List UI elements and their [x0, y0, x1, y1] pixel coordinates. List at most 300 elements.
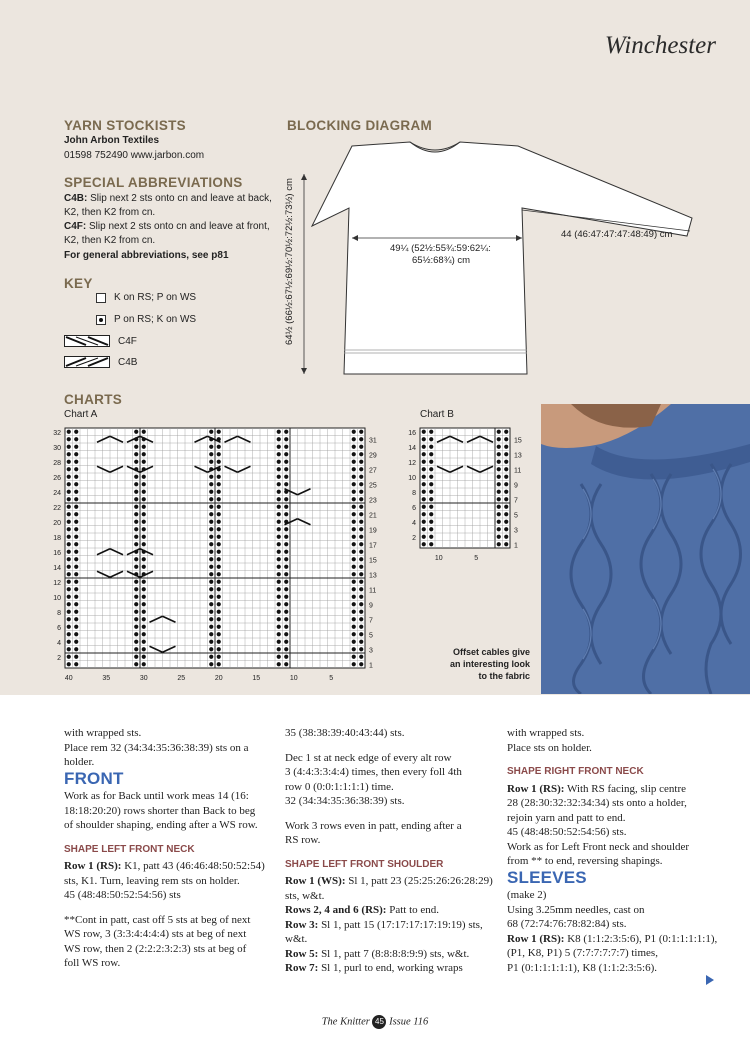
text-line: 35 (38:38:39:40:43:44) sts.: [285, 727, 405, 739]
c4f-cable-icon: [64, 335, 110, 347]
purl-dot: [134, 505, 138, 509]
purl-dot: [217, 550, 221, 554]
purl-dot: [217, 482, 221, 486]
row-number-label: 3: [514, 527, 518, 535]
purl-dot: [209, 602, 213, 606]
row-number-label: 11: [369, 587, 377, 595]
purl-dot: [217, 610, 221, 614]
purl-dot: [352, 467, 356, 471]
purl-dot: [209, 617, 213, 621]
purl-dot: [504, 460, 508, 464]
purl-dot: [74, 617, 78, 621]
row-number-label: 11: [514, 467, 522, 475]
row-number-label: 15: [369, 557, 377, 565]
row-number-label: 5: [514, 512, 518, 520]
purl-dot: [422, 467, 426, 471]
purl-dot: [134, 655, 138, 659]
purl-dot: [74, 595, 78, 599]
purl-dot: [504, 445, 508, 449]
purl-dot: [217, 647, 221, 651]
purl-dot: [429, 497, 433, 501]
purl-dot: [209, 497, 213, 501]
purl-dot: [74, 550, 78, 554]
purl-dot: [284, 655, 288, 659]
purl-dot: [277, 655, 281, 659]
row-number-label: 32: [53, 429, 61, 437]
purl-dot: [74, 640, 78, 644]
purl-dot: [209, 610, 213, 614]
width-line-2: 65½:68¾) cm: [412, 255, 471, 266]
purl-dot: [134, 617, 138, 621]
purl-dot: [352, 550, 356, 554]
purl-dot: [277, 595, 281, 599]
purl-dot: [284, 452, 288, 456]
purl-dot: [497, 542, 501, 546]
purl-dot: [504, 520, 508, 524]
c4b-text-2: K2, then K2 from cn.: [64, 207, 156, 218]
text-line: Work 3 rows even in patt, ending after a: [285, 819, 462, 832]
purl-dot: [134, 512, 138, 516]
row-number-label: 14: [408, 444, 416, 452]
purl-dot: [352, 602, 356, 606]
purl-dot: [134, 535, 138, 539]
purl-dot: [67, 460, 71, 464]
purl-dot: [67, 475, 71, 479]
yarn-stockists-heading: YARN STOCKISTS: [64, 118, 186, 133]
purl-dot: [497, 445, 501, 449]
row-number-label: 1: [369, 662, 373, 670]
purl-dot: [134, 557, 138, 561]
purl-dot: [217, 542, 221, 546]
purl-dot: [67, 655, 71, 659]
row-number-label: 20: [53, 519, 61, 527]
c4b-text: Slip next 2 sts onto cn and leave at back,: [87, 193, 272, 204]
row-number-label: 19: [369, 527, 377, 535]
purl-dot: [504, 505, 508, 509]
purl-dot: [429, 512, 433, 516]
purl-dot: [422, 520, 426, 524]
text-line: **Cont in patt, cast off 5 sts at beg of next: [64, 913, 251, 926]
row-label: Row 1 (RS):: [64, 860, 122, 872]
purl-dot: [74, 610, 78, 614]
purl-dot: [429, 505, 433, 509]
purl-dot: [67, 572, 71, 576]
purl-dot: [209, 640, 213, 644]
purl-dot: [142, 647, 146, 651]
purl-dot: [352, 430, 356, 434]
purl-dot: [134, 527, 138, 531]
purl-dot: [67, 662, 71, 666]
key-item-purl: [96, 314, 196, 325]
text-line: Using 3.25mm needles, cast on: [507, 903, 645, 916]
purl-dot: [284, 527, 288, 531]
purl-dot: [67, 542, 71, 546]
purl-dot: [352, 460, 356, 464]
purl-dot: [504, 497, 508, 501]
purl-dot: [67, 580, 71, 584]
key-label: P on RS; K on WS: [114, 314, 197, 325]
purl-dot: [284, 617, 288, 621]
purl-dot: [217, 587, 221, 591]
purl-dot: [359, 475, 363, 479]
cable-knit-photo-illustration: [541, 404, 750, 694]
purl-dot: [352, 662, 356, 666]
purl-dot: [359, 437, 363, 441]
text-line: sts, K1. Turn, leaving rem sts on holder.: [64, 874, 240, 887]
purl-dot: [429, 437, 433, 441]
purl-dot: [277, 452, 281, 456]
row-number-label: 8: [412, 489, 416, 497]
purl-dot: [359, 610, 363, 614]
purl-dot: [134, 460, 138, 464]
purl-dot: [142, 617, 146, 621]
purl-dot: [284, 640, 288, 644]
row-number-label: 28: [53, 459, 61, 467]
text-line: 18:18:20:20) rows shorter than Back to beg: [64, 804, 256, 817]
purl-dot: [142, 625, 146, 629]
purl-dot: [134, 482, 138, 486]
blocking-diagram: [282, 136, 722, 380]
purl-dot: [217, 580, 221, 584]
purl-dot: [142, 632, 146, 636]
purl-dot: [497, 512, 501, 516]
purl-dot: [422, 490, 426, 494]
spacer: [285, 741, 500, 751]
purl-dot: [284, 632, 288, 636]
purl-dot: [504, 475, 508, 479]
magazine-name: The Knitter: [321, 1016, 370, 1028]
purl-dot: [74, 602, 78, 606]
purl-dot: [359, 580, 363, 584]
purl-dot: [359, 490, 363, 494]
purl-dot: [422, 512, 426, 516]
purl-dot: [284, 430, 288, 434]
purl-dot: [217, 655, 221, 659]
purl-dot: [134, 625, 138, 629]
column-number-label: 10: [289, 675, 298, 682]
text-line: [285, 961, 500, 976]
purl-dot: [352, 520, 356, 524]
purl-dot: [497, 482, 501, 486]
purl-dot: [74, 587, 78, 591]
column-number-label: 5: [329, 675, 334, 682]
row-number-label: 7: [514, 497, 518, 505]
front-heading: FRONT: [64, 768, 124, 788]
page-title: Winchester: [604, 32, 716, 59]
purl-dot: [134, 565, 138, 569]
purl-dot: [497, 430, 501, 434]
purl-dot: [504, 490, 508, 494]
purl-dot: [67, 632, 71, 636]
purl-dot: [284, 550, 288, 554]
purl-dot: [429, 482, 433, 486]
row-text: Sl 1, purl to end, working wraps: [318, 962, 463, 974]
column-number-label: 40: [64, 675, 73, 682]
purl-dot: [209, 452, 213, 456]
purl-dot: [284, 557, 288, 561]
purl-dot: [284, 497, 288, 501]
purl-dot: [67, 640, 71, 644]
purl-dot: [74, 580, 78, 584]
row-number-label: 2: [412, 534, 416, 542]
purl-dot: [429, 445, 433, 449]
purl-dot: [67, 625, 71, 629]
purl-dot: [359, 565, 363, 569]
purl-dot: [67, 437, 71, 441]
photo-caption: [420, 646, 530, 682]
purl-dot: [277, 550, 281, 554]
purl-dot: [422, 460, 426, 464]
purl-dot: [422, 445, 426, 449]
purl-dot: [67, 497, 71, 501]
purl-dot: [142, 542, 146, 546]
purl-dot: [74, 520, 78, 524]
purl-dot: [217, 475, 221, 479]
length-measurement: 64½ (66½:67½:69½:70½:72½:73½) cm: [284, 178, 295, 345]
purl-dot: [504, 542, 508, 546]
purl-dot: [359, 520, 363, 524]
purl-dot: [277, 572, 281, 576]
c4b-term: C4B:: [64, 193, 88, 204]
purl-dot: [217, 520, 221, 524]
purl-dot: [352, 557, 356, 561]
purl-dot: [352, 437, 356, 441]
purl-dot: [277, 467, 281, 471]
text-line: w&t.: [285, 933, 308, 945]
purl-dot: [67, 565, 71, 569]
purl-dot: [217, 625, 221, 629]
charts-heading: CHARTS: [64, 392, 123, 407]
text-line: Work as for Back until work meas 14 (16:: [64, 790, 249, 802]
text-line: [507, 782, 722, 797]
text-line: 68 (72:74:76:78:82:84) sts.: [507, 918, 627, 930]
purl-dot: [352, 505, 356, 509]
purl-dot: [429, 430, 433, 434]
purl-dot: [217, 460, 221, 464]
purl-dot: [209, 482, 213, 486]
sleeves-heading: SLEEVES: [507, 867, 587, 887]
purl-dot: [217, 595, 221, 599]
purl-dot: [217, 512, 221, 516]
purl-dot: [134, 640, 138, 644]
column-3: [507, 726, 722, 975]
purl-dot: [352, 565, 356, 569]
purl-dot: [284, 580, 288, 584]
row-number-label: 14: [53, 564, 61, 572]
purl-dot: [277, 520, 281, 524]
purl-dot: [352, 535, 356, 539]
row-text: Patt to end.: [386, 904, 440, 916]
purl-dot: [142, 602, 146, 606]
purl-dot: [142, 610, 146, 614]
purl-dot: [217, 445, 221, 449]
purl-dot: [284, 535, 288, 539]
sweater-photo: [541, 404, 750, 694]
general-abbreviations-note: For general abbreviations, see p81: [64, 250, 229, 261]
purl-dot: [429, 452, 433, 456]
purl-dot: [504, 467, 508, 471]
row-number-label: 9: [514, 482, 518, 490]
purl-dot: [67, 467, 71, 471]
purl-dot: [284, 482, 288, 486]
purl-dot: [142, 580, 146, 584]
continue-arrow-icon: [706, 975, 714, 985]
purl-dot: [284, 647, 288, 651]
row-number-label: 4: [412, 519, 416, 527]
row-label: Row 3:: [285, 918, 319, 931]
purl-dot: [352, 475, 356, 479]
purl-dot: [142, 512, 146, 516]
caption-line-3: to the fabric: [478, 671, 530, 681]
purl-dot: [217, 497, 221, 501]
sweater-outline: [312, 142, 692, 374]
purl-dot: [352, 595, 356, 599]
purl-dot: [142, 430, 146, 434]
purl-dot: [359, 550, 363, 554]
purl-dot: [134, 520, 138, 524]
purl-dot: [284, 467, 288, 471]
purl-dot: [209, 475, 213, 479]
purl-dot: [284, 542, 288, 546]
purl-dot: [352, 542, 356, 546]
purl-dot: [209, 572, 213, 576]
purl-dot: [277, 460, 281, 464]
text-line: with wrapped sts.: [64, 727, 142, 739]
purl-dot: [352, 482, 356, 486]
purl-dot: [209, 625, 213, 629]
column-1: [64, 726, 279, 971]
column-number-label: 15: [252, 675, 261, 682]
purl-dot: [142, 520, 146, 524]
purl-dot: [134, 475, 138, 479]
purl-dot: [209, 662, 213, 666]
purl-dot: [74, 482, 78, 486]
row-number-label: 25: [369, 482, 377, 490]
chart-a: [40, 420, 380, 685]
purl-dot: [284, 512, 288, 516]
purl-dot: [74, 467, 78, 471]
purl-dot: [142, 595, 146, 599]
purl-dot: [142, 655, 146, 659]
row-number-label: 26: [53, 474, 61, 482]
purl-dot: [359, 640, 363, 644]
purl-dot: [134, 610, 138, 614]
purl-dot: [284, 595, 288, 599]
row-number-label: 31: [369, 437, 377, 445]
text-line: 45 (48:48:50:52:54:56) sts.: [507, 826, 627, 838]
sleeve-measurement: 44 (46:47:47:47:48:49) cm: [561, 229, 673, 240]
purl-dot: [134, 430, 138, 434]
purl-dot: [134, 602, 138, 606]
row-number-label: 7: [369, 617, 373, 625]
purl-dot: [67, 490, 71, 494]
purl-dot: [504, 452, 508, 456]
purl-dot: [277, 632, 281, 636]
purl-dot: [277, 512, 281, 516]
purl-dot: [217, 662, 221, 666]
purl-dot: [359, 572, 363, 576]
purl-dot: [67, 595, 71, 599]
purl-dot: [277, 430, 281, 434]
row-number-label: 15: [514, 437, 522, 445]
purl-dot: [352, 490, 356, 494]
purl-dot: [209, 632, 213, 636]
purl-dot: [352, 587, 356, 591]
purl-dot: [67, 587, 71, 591]
purl-dot: [277, 565, 281, 569]
purl-dot: [209, 557, 213, 561]
purl-dot: [352, 655, 356, 659]
row-number-label: 3: [369, 647, 373, 655]
purl-dot: [209, 490, 213, 494]
purl-dot: [134, 595, 138, 599]
purl-dot: [284, 587, 288, 591]
row-number-label: 27: [369, 467, 377, 475]
purl-dot: [217, 640, 221, 644]
row-number-label: 18: [53, 534, 61, 542]
row-number-label: 5: [369, 632, 373, 640]
purl-dot: [277, 497, 281, 501]
purl-dot: [359, 625, 363, 629]
row-label: Row 5:: [285, 947, 319, 960]
text-line: [285, 874, 500, 889]
purl-dot: [284, 505, 288, 509]
purl-dot: [422, 542, 426, 546]
purl-dot: [504, 512, 508, 516]
purl-dot: [284, 445, 288, 449]
column-number-label: 20: [214, 675, 223, 682]
purl-dot: [217, 565, 221, 569]
purl-dot: [497, 467, 501, 471]
purl-dot: [142, 475, 146, 479]
purl-dot: [142, 662, 146, 666]
row-number-label: 29: [369, 452, 377, 460]
purl-dot: [209, 460, 213, 464]
purl-dot: [209, 542, 213, 546]
purl-dot: [277, 662, 281, 666]
row-number-label: 9: [369, 602, 373, 610]
purl-dot: [74, 527, 78, 531]
row-number-label: 8: [57, 609, 61, 617]
purl-dot: [209, 550, 213, 554]
purl-dot: [284, 565, 288, 569]
purl-dot: [74, 572, 78, 576]
purl-dot: [422, 497, 426, 501]
purl-dot: [352, 647, 356, 651]
text-line: [64, 859, 279, 874]
row-text: Sl 1, patt 7 (8:8:8:8:9:9) sts, w&t.: [318, 947, 470, 960]
text-line: 32 (34:34:35:36:38:39) sts.: [285, 795, 405, 807]
purl-dot: [277, 535, 281, 539]
purl-dot: [142, 535, 146, 539]
purl-dot: [67, 557, 71, 561]
purl-dot: [67, 527, 71, 531]
key-item-c4f: [64, 335, 137, 347]
row-number-label: 16: [408, 429, 416, 437]
purl-dot: [352, 625, 356, 629]
purl-dot: [277, 610, 281, 614]
purl-dot: [497, 527, 501, 531]
row-number-label: 4: [57, 639, 61, 647]
purl-dot: [359, 527, 363, 531]
column-number-label: 35: [102, 675, 111, 682]
purl-dot: [74, 655, 78, 659]
row-number-label: 2: [57, 654, 61, 662]
purl-dot: [277, 542, 281, 546]
row-number-label: 16: [53, 549, 61, 557]
purl-dot: [277, 580, 281, 584]
shape-right-front-neck-heading: SHAPE RIGHT FRONT NECK: [507, 766, 644, 777]
